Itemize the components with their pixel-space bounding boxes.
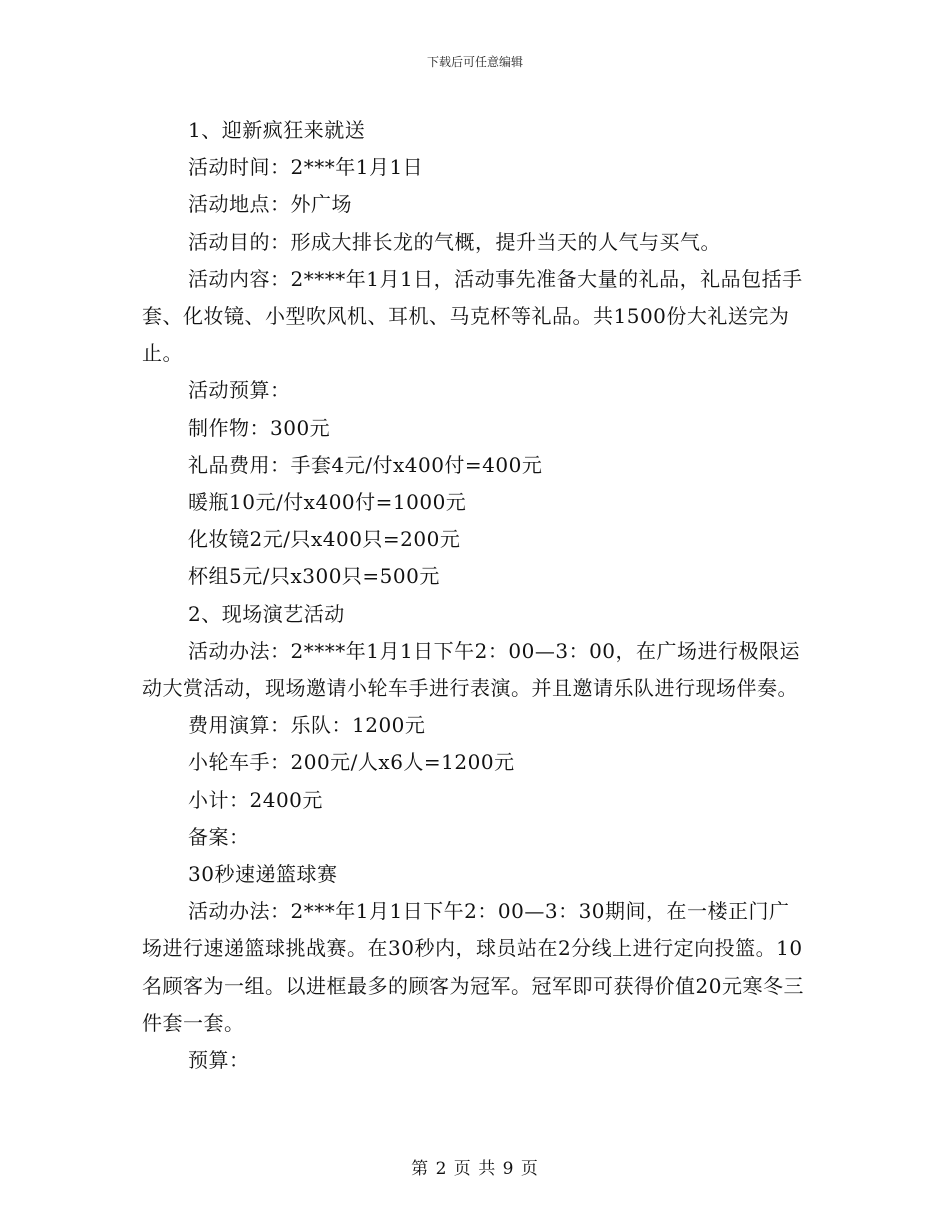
- activity-budget-label: 活动预算：: [188, 378, 291, 403]
- backup-title: 30秒速递篮球赛: [188, 862, 338, 887]
- budget-line: 化妆镜2元/只x400只=200元: [188, 527, 461, 552]
- backup-label: 备案：: [188, 824, 250, 849]
- budget-line: 制作物：300元: [188, 415, 331, 440]
- activity-method: 活动办法：2****年1月1日下午2：00—3：00，在广场进行极限运动大赏活动，现场邀请小轮车手进行表演。并且邀请乐队进行现场伴奏。: [142, 638, 801, 701]
- page-header: 下载后可任意编辑: [426, 55, 523, 69]
- cost-line: 小轮车手：200元/人x6人=1200元: [188, 750, 515, 775]
- activity-content: 活动内容：2****年1月1日，活动事先准备大量的礼品，礼品包括手套、化妆镜、小型吹风机、耳机、马克杯等礼品。共1500份大礼送完为止。: [142, 266, 803, 366]
- budget-line: 暖瓶10元/付x400付=1000元: [188, 490, 467, 515]
- backup-method: 活动办法：2***年1月1日下午2：00—3：30期间，在一楼正门广场进行速递篮球挑战赛。在30秒内，球员站在2分线上进行定向投篮。10名顾客为一组。以进框最多的顾客为冠军。冠军即可获得价值20元寒冬三件套一套。: [142, 899, 804, 1035]
- section-heading-2: 2、现场演艺活动: [188, 601, 345, 626]
- activity-purpose: 活动目的：形成大排长龙的气概，提升当天的人气与买气。: [188, 229, 721, 254]
- document-body: [142, 112, 810, 1079]
- page-footer: 第 2 页 共 9 页: [411, 1159, 539, 1179]
- cost-line: 费用演算：乐队：1200元: [188, 713, 426, 738]
- section-heading-1: 1、迎新疯狂来就送: [188, 118, 366, 142]
- activity-time: 活动时间：2***年1月1日: [188, 155, 424, 180]
- budget-line: 杯组5元/只x300只=500元: [188, 564, 440, 589]
- budget-line: 礼品费用：手套4元/付x400付=400元: [188, 452, 543, 477]
- activity-location: 活动地点：外广场: [188, 192, 352, 217]
- subtotal-line: 小计：2400元: [188, 787, 323, 812]
- backup-budget-label: 预算：: [188, 1048, 250, 1073]
